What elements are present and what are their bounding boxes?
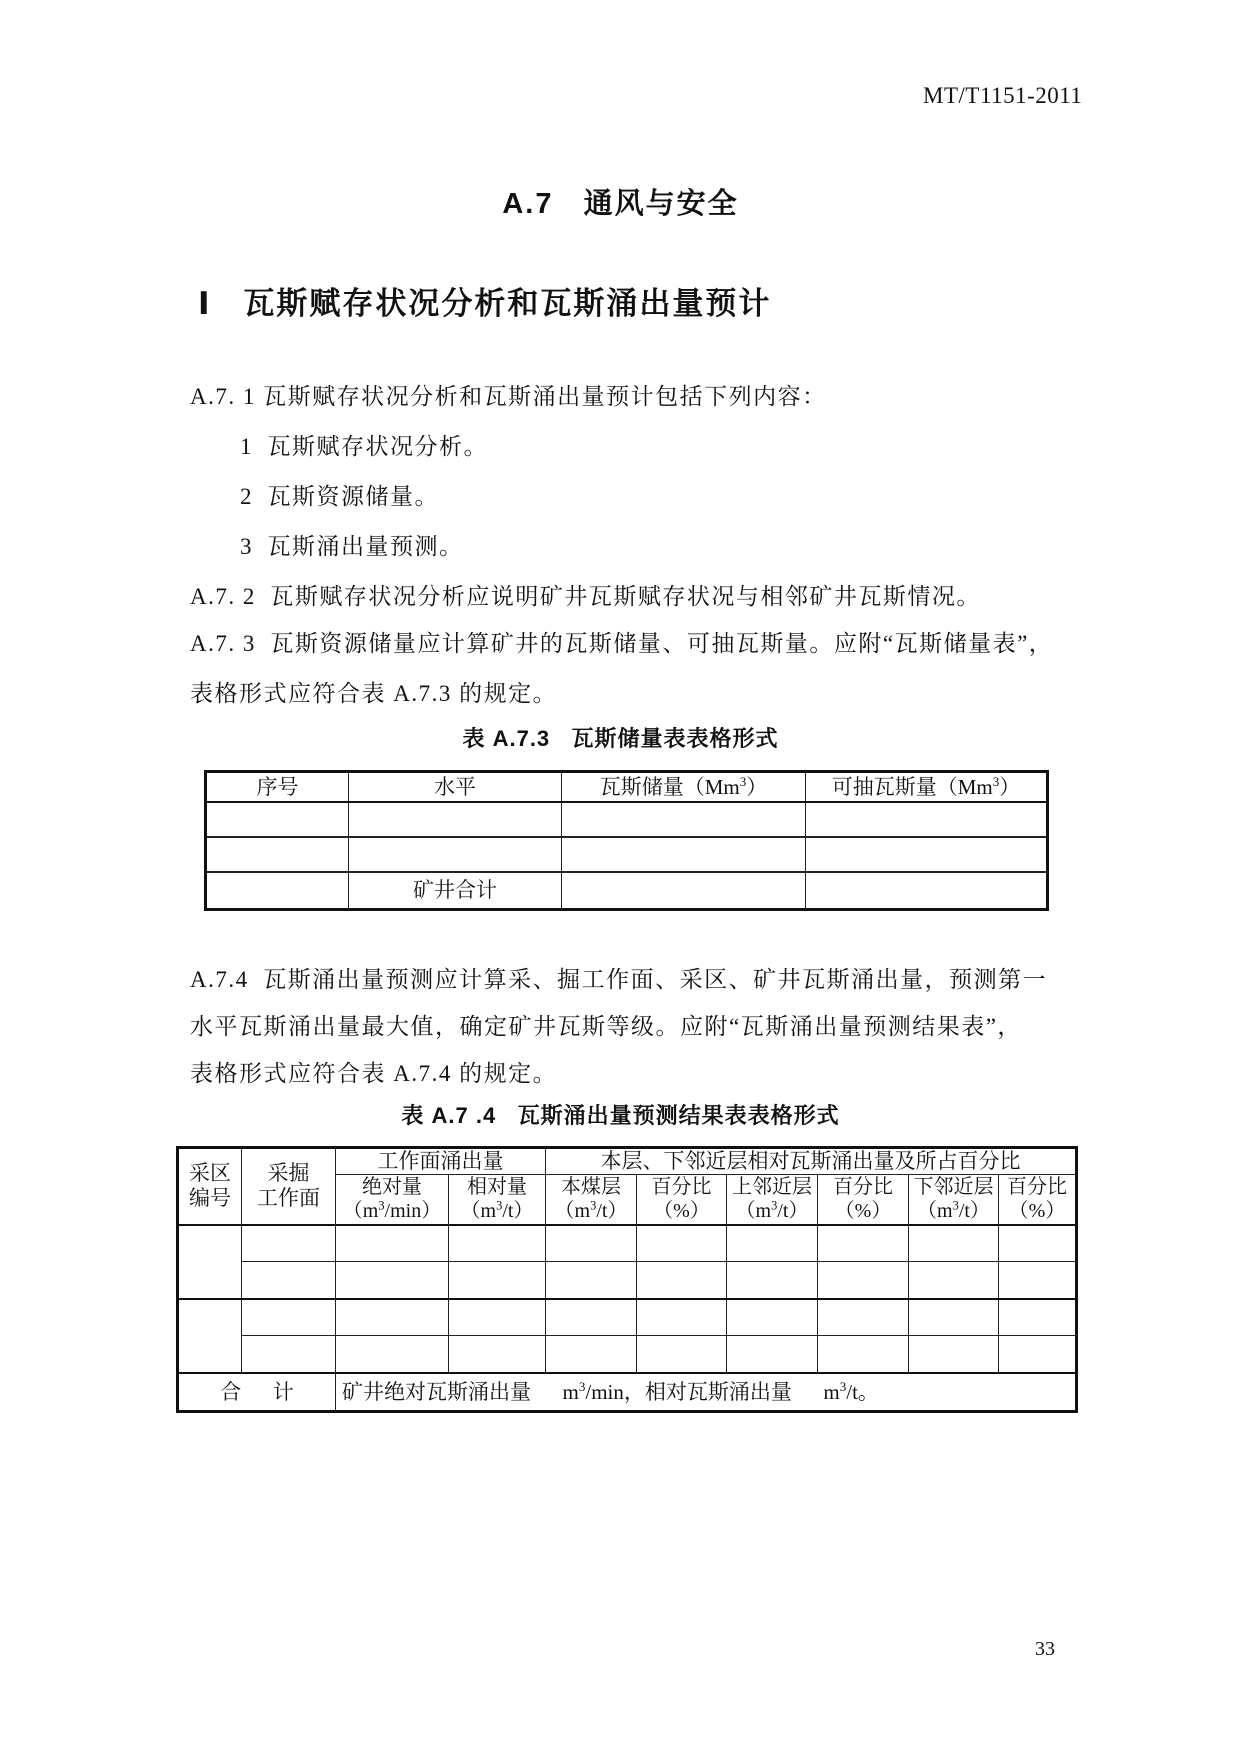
subcol-label: 百分比	[833, 1176, 893, 1199]
subcol-label: 下邻近层	[913, 1176, 994, 1199]
subcol-unit: $(m^3/\min)$	[342, 1198, 442, 1223]
empty-cell	[999, 1336, 1077, 1373]
standard-code: MT/T1151-2011	[923, 83, 1083, 108]
subcol-percent-2	[818, 1175, 909, 1225]
empty-cell	[637, 1299, 727, 1336]
header-text: 编号	[189, 1186, 231, 1211]
table-a74	[176, 1146, 1078, 1413]
empty-cell	[909, 1262, 999, 1299]
empty-cell	[562, 802, 806, 837]
mine-total-label: 矿井合计	[349, 872, 562, 910]
header-text: 可抽瓦斯量（Mm	[831, 774, 993, 799]
empty-cell	[546, 1336, 637, 1373]
subcol-unit: （%）	[1008, 1200, 1066, 1223]
empty-cell	[336, 1262, 449, 1299]
empty-cell	[449, 1225, 546, 1262]
subcol-label: 相对量	[467, 1176, 527, 1199]
subcol-this-seam	[546, 1175, 637, 1225]
table-row	[178, 1262, 1077, 1299]
empty-cell	[727, 1299, 818, 1336]
section-heading: Ⅰ 瓦斯赋存状况分析和瓦斯涌出量预计	[198, 286, 772, 321]
empty-cell	[637, 1225, 727, 1262]
table-row	[178, 1225, 1077, 1262]
empty-cell	[242, 1262, 336, 1299]
total-label: 合 计	[178, 1373, 336, 1412]
subcol-label: 百分比	[1007, 1176, 1068, 1199]
empty-cell	[206, 872, 349, 910]
empty-cell	[806, 802, 1048, 837]
empty-cell	[336, 1336, 449, 1373]
empty-cell	[909, 1225, 999, 1262]
list-item-3: 3 瓦斯涌出量预测。	[240, 534, 464, 559]
list-item-1: 1 瓦斯赋存状况分析。	[240, 434, 488, 459]
empty-cell	[206, 802, 349, 837]
col-header-gas-reserve	[562, 772, 806, 802]
empty-cell	[909, 1336, 999, 1373]
empty-cell	[349, 802, 562, 837]
header-text: 采掘	[267, 1161, 310, 1186]
empty-cell	[727, 1225, 818, 1262]
header-text: 采区	[189, 1161, 231, 1186]
page-number: 33	[1035, 1638, 1055, 1660]
empty-cell	[637, 1262, 727, 1299]
table-total-row	[206, 872, 1048, 910]
empty-cell	[806, 872, 1048, 910]
table-a74-group-header-row	[178, 1148, 1077, 1175]
empty-cell	[999, 1299, 1077, 1336]
empty-cell	[242, 1299, 336, 1336]
district-cell	[178, 1225, 242, 1299]
total-summary-text: 矿井绝对瓦斯涌出量 $m^3/\min$，相对瓦斯涌出量 $m^3/t$。	[336, 1373, 1077, 1412]
paragraph-a72: A.7. 2 瓦斯赋存状况分析应说明矿井瓦斯赋存状况与相邻矿井瓦斯情况。	[190, 584, 981, 609]
empty-cell	[349, 837, 562, 872]
table-row	[206, 837, 1048, 872]
empty-cell	[206, 837, 349, 872]
empty-cell	[818, 1225, 909, 1262]
header-text: ）	[746, 774, 768, 799]
empty-cell	[546, 1262, 637, 1299]
table-a73	[204, 770, 1049, 911]
table-row	[206, 802, 1048, 837]
col-header-level: 水平	[349, 772, 562, 802]
empty-cell	[336, 1299, 449, 1336]
subcol-percent-3	[999, 1175, 1077, 1225]
empty-cell	[242, 1336, 336, 1373]
group-header-face-emission: 工作面涌出量	[336, 1148, 546, 1175]
empty-cell	[449, 1336, 546, 1373]
header-text: 工作面	[257, 1186, 320, 1211]
subcol-relative-emission	[449, 1175, 546, 1225]
subcol-unit: （%）	[834, 1200, 892, 1223]
paragraph-a74-line1: A.7.4 瓦斯涌出量预测应计算采、掘工作面、采区、矿井瓦斯涌出量，预测第一	[190, 967, 1048, 992]
subcol-label: 本煤层	[561, 1176, 621, 1199]
table-a74-caption: 表 A.7 .4 瓦斯涌出量预测结果表表格形式	[401, 1103, 840, 1128]
col-header-working-face	[242, 1148, 336, 1225]
empty-cell	[818, 1262, 909, 1299]
empty-cell	[909, 1299, 999, 1336]
table-row	[178, 1336, 1077, 1373]
subcol-unit: $(m^3/t)$	[917, 1198, 990, 1223]
table-row	[178, 1299, 1077, 1336]
subcol-label: 上邻近层	[732, 1176, 812, 1199]
empty-cell	[449, 1299, 546, 1336]
col-header-district-number	[178, 1148, 242, 1225]
empty-cell	[546, 1299, 637, 1336]
superscript: 3	[992, 773, 1000, 789]
paragraph-a74-line2: 水平瓦斯涌出量最大值，确定矿井瓦斯等级。应附“瓦斯涌出量预测结果表”，	[190, 1014, 1022, 1039]
superscript: 3	[739, 773, 747, 789]
subcol-unit: $(m^3/t)$	[554, 1198, 628, 1223]
empty-cell	[546, 1225, 637, 1262]
subcol-label: 绝对量	[362, 1176, 422, 1199]
empty-cell	[449, 1262, 546, 1299]
col-header-seq: 序号	[206, 772, 349, 802]
subcol-unit: （%）	[653, 1200, 710, 1223]
paragraph-a71: A.7. 1 瓦斯赋存状况分析和瓦斯涌出量预计包括下列内容：	[190, 384, 827, 409]
header-text: 瓦斯储量（Mm	[599, 774, 740, 799]
paragraph-a73-line1: A.7. 3 瓦斯资源储量应计算矿井的瓦斯储量、可抽瓦斯量。应附“瓦斯储量表”，	[190, 631, 1054, 656]
empty-cell	[727, 1336, 818, 1373]
empty-cell	[562, 837, 806, 872]
group-header-adjacent-layers: 本层、下邻近层相对瓦斯涌出量及所占百分比	[546, 1148, 1077, 1175]
empty-cell	[336, 1225, 449, 1262]
empty-cell	[818, 1299, 909, 1336]
subcol-absolute-emission	[336, 1175, 449, 1225]
subcol-label: 百分比	[651, 1176, 712, 1199]
empty-cell	[806, 837, 1048, 872]
list-item-2: 2 瓦斯资源储量。	[240, 484, 439, 509]
table-a73-caption: 表 A.7.3 瓦斯储量表表格形式	[462, 726, 779, 751]
subcol-unit: $(m^3/t)$	[735, 1198, 809, 1223]
empty-cell	[637, 1336, 727, 1373]
paragraph-a74-line3: 表格形式应符合表 A.7.4 的规定。	[190, 1061, 558, 1086]
empty-cell	[242, 1225, 336, 1262]
subcol-upper-adjacent-layer	[727, 1175, 818, 1225]
table-a74-total-row	[178, 1373, 1077, 1412]
subcol-percent-1	[637, 1175, 727, 1225]
subcol-lower-adjacent-layer	[909, 1175, 999, 1225]
header-text: ）	[999, 774, 1021, 799]
col-header-drainable-gas	[806, 772, 1048, 802]
empty-cell	[727, 1262, 818, 1299]
empty-cell	[562, 872, 806, 910]
paragraph-a73-line2: 表格形式应符合表 A.7.3 的规定。	[190, 681, 558, 706]
empty-cell	[999, 1225, 1077, 1262]
empty-cell	[818, 1336, 909, 1373]
district-cell	[178, 1299, 242, 1373]
subcol-unit: $(m^3/t)$	[460, 1198, 534, 1223]
table-a73-header-row	[206, 772, 1048, 802]
empty-cell	[999, 1262, 1077, 1299]
page-title: A.7 通风与安全	[502, 188, 739, 220]
